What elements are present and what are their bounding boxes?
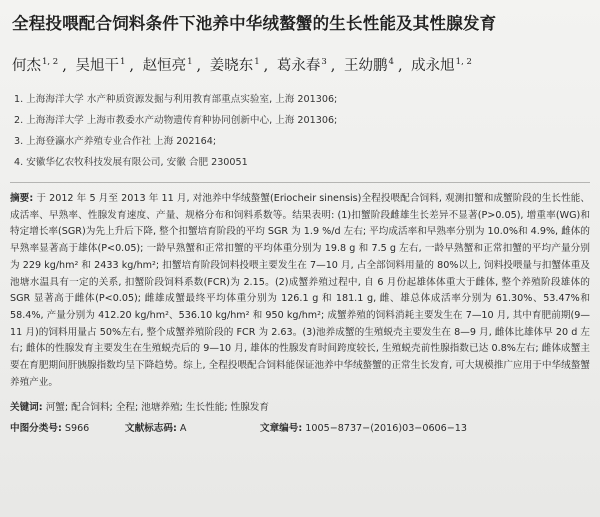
keywords-label: 关键词: <box>10 402 43 414</box>
author: 何杰$^{1, 2}$ <box>12 57 59 74</box>
author: 赵恒亮$^1$ <box>142 57 193 74</box>
keywords <box>10 401 590 415</box>
abstract-label: 摘要: <box>10 193 34 204</box>
article-number: 文章编号: 1005−8737−(2016)03−0606−13 <box>260 423 467 435</box>
author-list: 何杰$^{1, 2}$ , 吴旭干$^1$ , 赵恒亮$^1$ , 姜晓东$^1$ , 葛永春$^3$ , 王幼鹏$^4$ , 成永旭$^{1, 2}$ <box>12 57 472 74</box>
section-divider <box>10 182 590 183</box>
clc-number: 中图分类号: S966 <box>10 423 90 435</box>
affiliation-item: 3. 上海登瀛水产养殖专业合作社 上海 202164; <box>14 136 217 147</box>
affiliation-item: 2. 上海海洋大学 上海市教委水产动物遗传育种协同创新中心, 上海 201306; <box>14 115 338 126</box>
author: 吴旭干$^1$ <box>75 57 126 74</box>
classification-row <box>10 420 590 434</box>
author: 葛永春$^3$ <box>276 57 327 74</box>
affiliation-item: 1. 上海海洋大学 水产种质资源发掘与利用教育部重点实验室, 上海 201306; <box>14 94 338 105</box>
author: 姜晓东$^1$ <box>209 57 260 74</box>
abstract-text: 于 2012 年 5 月至 2013 年 11 月, 对池养中华绒螯蟹(Eriocheir sinensis)全程投喂配合饲料, 观测扣蟹和成蟹阶段的生长性能、成活率、早熟率、性腺发育速度、产量、规格分布和饲料系数等。结果表明: (1)扣蟹阶段雌雄生长差异不显著(P>0.05), 增重率(WG)和特定增长率(SGR)为先上升后下降, 整个扣蟹培育阶段的平均 SGR 为 1.9 %/d 左右; 平均成活率和早熟率分别为 10.0%和 4.9%, 雌体的早熟率显著高于雄体(P<0.05); 一龄早熟蟹和正常扣蟹的平均体重分别为 19.8 g 和 7.5 g 左右, 一龄早熟蟹和正常扣蟹的平均产量分别为 229 kg/hm² 和 2433 kg/hm²; 扣蟹培育阶段饲料投喂主要发生在 7—10 月, 占全部饲料用量的 80%以上, 饲料投喂量与扣蟹体重及池塘水温具有一定的关系, 扣蟹阶段饲料系数(FCR)为 2.15。(2)成蟹养殖过程中, 自 6 月份起雄体体重大于雌体, 整个养殖阶段雄体的 SGR 显著高于雌体(P<0.05); 雌雄成蟹最终平均体重分别为 126.1 g 和 181.1 g, 雌、雄总体成活率分别为 61.30%、53.47%和 58.4%, 产量分别为 412.20 kg/hm²、536.10 kg/hm² 和 950 kg/hm²; 成蟹养殖的饲料消耗主要发生在 7—10 月, 其中育肥前期(9—11 月)的饲料用量占 50%左右, 整个成蟹养殖阶段的 FCR 为 2.63。(3)池养成蟹的生殖蜕壳主要发生在 8—9 月, 雌体比雄体早 20 d 左右; 雌体的性腺发育主要发生在生殖蜕壳后的 9—10 月, 雄体的性腺发育时间跨度较长, 生殖蜕壳前性腺指数已达 0.8%左右; 雌体成蟹主要在育肥期间肝胰腺指数均呈下降趋势。综上, 全程投喂配合饲料能保证池养中华绒螯蟹的正常生长发育, 可大规模推广应用于中华绒螯蟹养殖产业。 <box>10 193 590 388</box>
paper-title: 全程投喂配合饲料条件下池养中华绒螯蟹的生长性能及其性腺发育 <box>12 14 497 33</box>
author: 成永旭$^{1, 2}$ <box>411 57 472 74</box>
keywords-text: 河蟹; 配合饲料; 全程; 池塘养殖; 生长性能; 性腺发育 <box>45 402 269 414</box>
abstract <box>10 191 590 391</box>
author: 王幼鹏$^4$ <box>344 57 394 74</box>
affiliation-item: 4. 安徽华亿农牧科技发展有限公司, 安徽 合肥 230051 <box>14 157 248 168</box>
document-code: 文献标志码: A <box>125 423 187 435</box>
affiliation-list <box>14 89 590 173</box>
